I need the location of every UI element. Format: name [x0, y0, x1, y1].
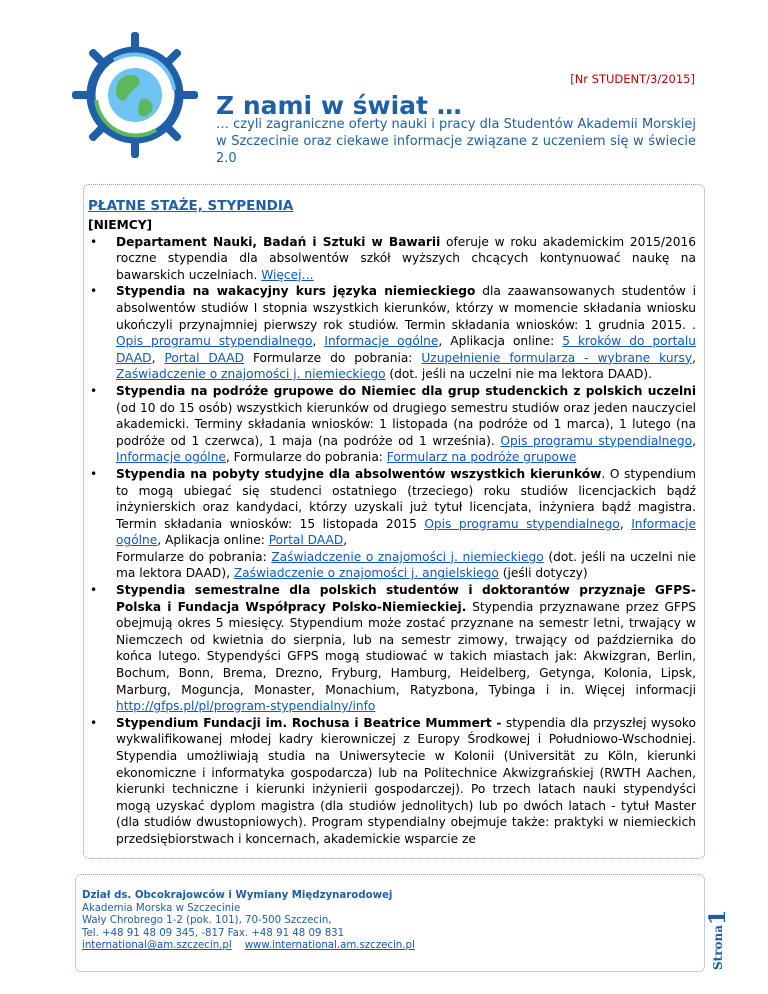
inline-link[interactable]: Formularz na podróże grupowe — [386, 450, 577, 465]
inline-link[interactable]: Uzupełnienie formularza - wybrane kursy — [421, 350, 693, 365]
inline-link[interactable]: Informacje ogólne — [324, 334, 439, 349]
inline-link[interactable]: Zaświadczenie o znajomości j. niemieckiego — [271, 549, 544, 564]
issue-number: [Nr STUDENT/3/2015] — [570, 72, 695, 86]
inline-link[interactable]: Zaświadczenie o znajomości j. angielskiego — [233, 566, 499, 581]
newsletter-subtitle: … czyli zagraniczne oferty nauki i pracy dla Studentów Akademii Morskiej w Szczecinie oraz ciekawe informacje związane z uczeniem się w świecie 2.0 — [216, 117, 696, 166]
footer-contact — [82, 890, 415, 953]
inline-link[interactable]: Informacje ogólne — [116, 516, 696, 548]
page-word: Strona — [711, 924, 725, 970]
inline-link[interactable]: Opis programu stypendialnego — [424, 516, 620, 531]
list-item: • Stypendia na pobyty studyjne dla absolwentów wszystkich kierunków. O stypendium to mogą ubiegać się studenci ostatniego (trzeciego) roku studiów licencjackich bądź inżynierskich oraz kandydaci, którzy uzyskali już tytuł licencjata, inżyniera bądź magistra. Termin składania wniosków: 15 listopada 2015 Opis programu stypendialnego, Informacje ogólne, Aplikacja online: Portal DAAD, Formularze do pobrania: Zaświadczenie o znajomości j. niemieckiego (dot. jeśli na uczelni nie ma lektora DAAD), Zaświadczenie o znajomości j. angielskiego (jeśli dotyczy) — [88, 466, 696, 582]
inline-link[interactable]: Portal DAAD — [268, 533, 344, 548]
inline-link[interactable]: Informacje ogólne — [116, 450, 226, 465]
page-number: 1 — [705, 909, 731, 925]
ship-wheel-globe-logo — [70, 30, 200, 160]
footer-address: Wały Chrobrego 1-2 (pok. 101), 70-500 Szczecin, — [82, 915, 332, 927]
list-item: • Stypendium Fundacji im. Rochusa i Beatrice Mummert - stypendia dla przyszłej wysoko wykwalifikowanej młodej kadry kierowniczej z Europy Środkowej i Południowo-Wschodniej. Stypendia umożliwiają studia na Uniwersytecie w Kolonii (Universität zu Köln, kierunki ekonomiczne i informatyka gospodarcza) lub na Politechnice Akwizgrańskiej (RWTH Aachen, kierunki techniczne i kierunki inżynierii gospodarczej). Po trzech latach nauki stypendyści mogą uzyskać dyplom magistra (dla studiów jednolitych) lub po dwóch latach - tytuł Master (dla studiów dwustopniowych). Program stypendialny obejmuje także: praktyki w niemieckich przedsiębiorstwach i koncernach, akademickie wsparcie ze — [88, 715, 696, 848]
inline-link[interactable]: Więcej… — [261, 267, 314, 282]
footer-email-link[interactable]: international@am.szczecin.pl — [82, 940, 232, 952]
footer-phone: Tel. +48 91 48 09 345, -817 Fax. +48 91 48 09 831 — [82, 927, 345, 939]
footer-links — [82, 940, 415, 953]
footer-website-link[interactable]: www.international.am.szczecin.pl — [244, 940, 415, 952]
inline-link[interactable]: Opis programu stypendialnego — [116, 334, 313, 349]
inline-link[interactable]: Portal DAAD — [164, 350, 244, 365]
newsletter-title: Z nami w świat … — [216, 91, 462, 120]
list-item: • Stypendia na wakacyjny kurs języka niemieckiego dla zaawansowanych studentów i absolwentów studiów I stopnia wszystkich kierunków, którzy w momencie składania wniosku ukończyli przynajmniej pierwszy rok studiów. Termin składania wniosków: 1 grudnia 2015. . Opis programu stypendialnego, Informacje ogólne, Aplikacja online: 5 kroków do portalu DAAD, Portal DAAD Formularze do pobrania: Uzupełnienie formularza - wybrane kursy, Zaświadczenie o znajomości j. niemieckiego (dot. jeśli na uczelni nie ma lektora DAAD). — [88, 283, 696, 383]
section-body — [88, 217, 696, 848]
inline-link[interactable]: 5 kroków do portalu DAAD — [116, 334, 697, 365]
scholarship-list — [88, 234, 696, 848]
inline-link[interactable]: http://gfps.pl/pl/program-stypendialny/info — [116, 699, 376, 714]
inline-link[interactable]: Opis programu stypendialnego — [500, 433, 693, 448]
footer-institution: Akademia Morska w Szczecinie — [82, 902, 241, 914]
page-number-label — [703, 875, 733, 970]
list-item: • Stypendia semestralne dla polskich studentów i doktorantów przyznaje GFPS-Polska i Fundacja Współpracy Polsko-Niemieckiej. Stypendia przyznawane przez GFPS obejmują okres 5 miesięcy. Stypendium może zostać przyznane na semestr letni, trwający w Niemczech od kwietnia do sierpnia, lub na semestr zimowy, trwający od października do końca lutego. Stypendyści GFPS mogą studiować w takich miastach jak: Akwizgran, Berlin, Bochum, Bonn, Brema, Drezno, Fryburg, Hamburg, Heidelberg, Getynga, Kolonia, Lipsk, Marburg, Moguncja, Monaster, Monachium, Ratyzbona, Tybinga i in. Więcej informacji http://gfps.pl/pl/program-stypendialny/info — [88, 582, 696, 715]
list-item: • Stypendia na podróże grupowe do Niemiec dla grup studenckich z polskich uczelni (od 10 do 15 osób) wszystkich kierunków od drugiego semestru studiów oraz jeden nauczyciel akademicki. Terminy składania wniosków: 1 listopada (na podróże od 1 marca), 1 lutego (na podróże od 1 czerwca), 1 maja (na podróże od 1 września). Opis programu stypendialnego, Informacje ogólne, Formularze do pobrania: Formularz na podróże grupowe — [88, 383, 696, 466]
inline-link[interactable]: Zaświadczenie o znajomości j. niemieckiego — [116, 367, 386, 382]
list-item: • Departament Nauki, Badań i Sztuki w Bawarii oferuje w roku akademickim 2015/2016 roczne stypendia dla absolwentów szkół wyższych chcących kontynuować naukę na bawarskich uczelniach. Więcej… — [88, 234, 696, 284]
footer-department: Dział ds. Obcokrajowców i Wymiany Międzynarodowej — [82, 890, 393, 901]
country-label: [NIEMCY] — [88, 218, 153, 232]
section-heading: PŁATNE STAŻE, STYPENDIA — [88, 198, 294, 214]
